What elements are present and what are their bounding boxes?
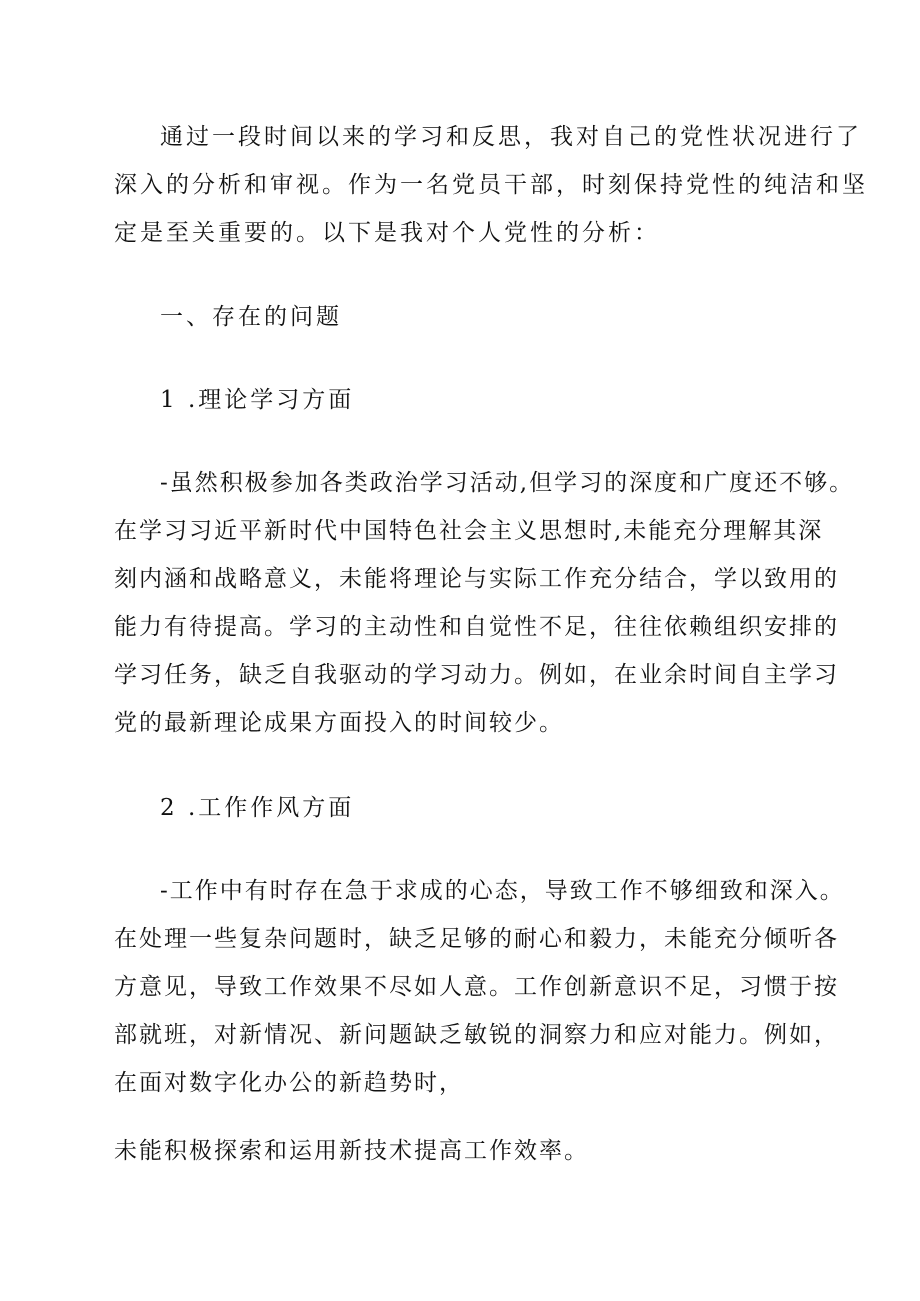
- section-title-problems: 一、存在的问题: [160, 304, 342, 330]
- item2-line-1: -工作中有时存在急于求成的心态，导致工作不够细致和深入。: [160, 878, 845, 904]
- item-title-work-style: 2 .工作作风方面: [160, 795, 355, 821]
- item1-line-5: 学习任务，缺乏自我驱动的学习动力。例如，在业余时间自主学习: [114, 662, 839, 688]
- item2-line-5: 在面对数字化办公的新趋势时，: [114, 1070, 464, 1096]
- item2-line-4: 部就班，对新情况、新问题缺乏敏锐的洞察力和应对能力。例如，: [114, 1022, 839, 1048]
- intro-line-2: 深入的分析和审视。作为一名党员干部，时刻保持党性的纯洁和坚: [114, 172, 868, 198]
- item-title-theory-study: 1 .理论学习方面: [160, 387, 355, 413]
- item1-line-6: 党的最新理论成果方面投入的时间较少。: [114, 710, 564, 736]
- intro-line-1: 通过一段时间以来的学习和反思，我对自己的党性状况进行了: [160, 124, 862, 150]
- item1-line-1: -虽然积极参加各类政治学习活动,但学习的深度和广度还不够。: [160, 470, 855, 496]
- item2-line-6: 未能积极探索和运用新技术提高工作效率。: [114, 1138, 589, 1164]
- intro-line-3: 定是至关重要的。以下是我对个人党性的分析：: [114, 220, 660, 246]
- item1-line-3: 刻内涵和战略意义，未能将理论与实际工作充分结合，学以致用的: [114, 566, 839, 592]
- item2-line-3: 方意见，导致工作效果不尽如人意。工作创新意识不足，习惯于按: [114, 974, 839, 1000]
- item1-line-4: 能力有待提高。学习的主动性和自觉性不足，往往依赖组织安排的: [114, 614, 839, 640]
- item2-line-2: 在处理一些复杂问题时，缺乏足够的耐心和毅力，未能充分倾听各: [114, 926, 839, 952]
- item1-line-2: 在学习习近平新时代中国特色社会主义思想时,未能充分理解其深: [114, 518, 824, 544]
